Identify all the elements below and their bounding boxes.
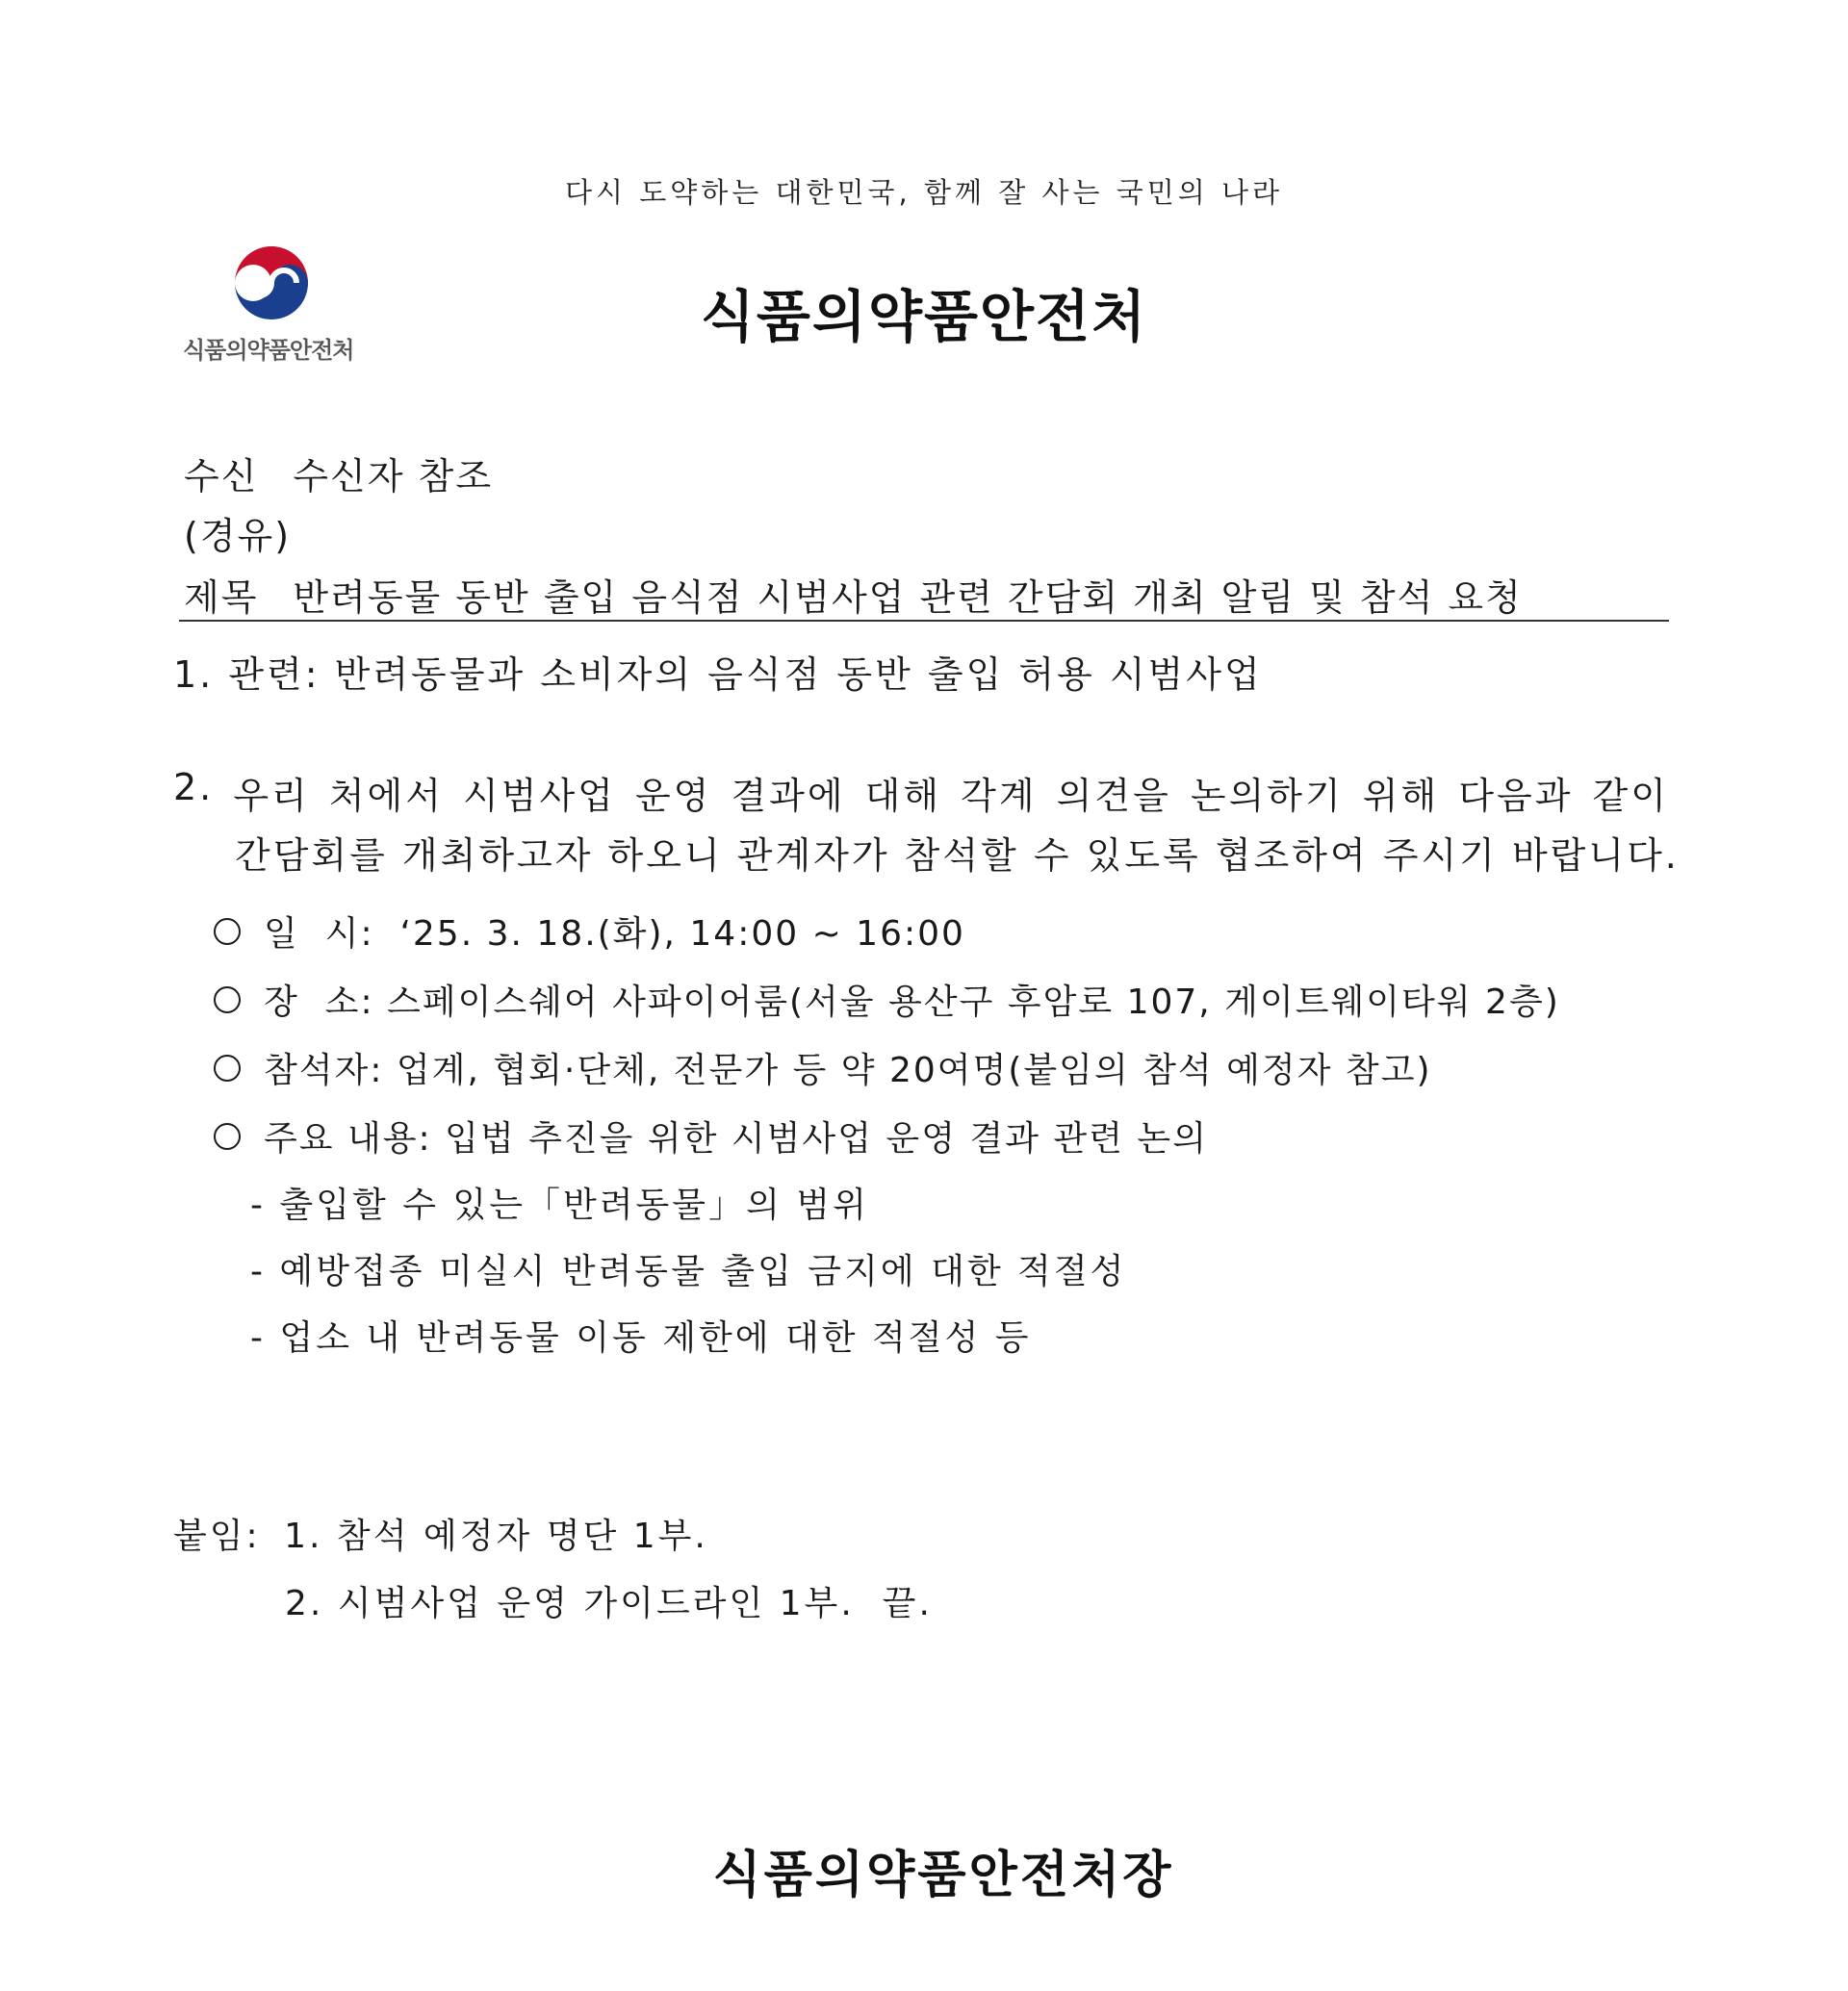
attachment-item: 2. 시범사업 운영 가이드라인 1부. 끝. [285,1584,933,1623]
para-2-word: 운영 [634,775,712,817]
bullet-location [214,975,1560,1024]
circle-bullet-icon [214,1123,241,1150]
para-2-word: 2. [173,766,215,808]
agenda-sub-item: - 업소 내 반려동물 이동 제한에 대한 적절성 등 [250,1318,1032,1358]
attachment-item: 1. 참석 예정자 명단 1부. [284,1517,708,1556]
para-2-line-1 [173,766,1669,819]
para-2-word: 시범사업 [463,775,616,817]
para-2-word: 처에서 [328,775,444,817]
circle-bullet-icon [214,1055,241,1082]
via-row: (경유) [184,515,292,557]
attachment-label: 붙임: [173,1517,261,1556]
agenda-sub-item: - 예방접종 미실시 반려동물 출입 금지에 대한 적절성 [250,1252,1127,1291]
para-2-word: 같이 [1592,775,1669,817]
signature-title: 식품의약품안전처장 [712,1847,1174,1904]
circle-bullet-icon [214,986,241,1013]
subject-value: 반려동물 동반 출입 음식점 시범사업 관련 간담회 개최 알림 및 참석 요청 [293,576,1523,619]
bullet-text: 주요 내용: 입법 추진을 위한 시범사업 운영 결과 관련 논의 [264,1119,1208,1159]
bullet-text: 일 시: ‘25. 3. 18.(화), 14:00 ~ 16:00 [264,914,965,954]
header-divider [179,620,1669,622]
recipient-value: 수신자 참조 [293,455,494,498]
slogan: 다시 도약하는 대한민국, 함께 잘 사는 국민의 나라 [564,176,1284,209]
circle-bullet-icon [214,918,241,945]
para-2-word: 대해 [864,775,942,817]
bullet-text: 장 소: 스페이스쉐어 사파이어룸(서울 용산구 후암로 107, 게이트웨이타워 2층) [264,983,1560,1022]
logo-wordmark: 식품의약품안전처 [183,337,354,364]
recipient-label: 수신 [184,455,259,498]
para-2-word: 위해 [1362,775,1440,817]
recipient-row [184,447,493,499]
para-2-word: 의견을 [1056,775,1171,817]
agenda-sub-item: - 출입할 수 있는「반려동물」의 범위 [250,1186,869,1225]
para-2-word: 결과에 [731,775,846,817]
para-2-line-2: 간담회를 개최하고자 하오니 관계자가 참석할 수 있도록 협조하여 주시기 바랍니다. [235,834,1680,877]
para-2-word: 우리 [233,775,310,817]
para-2-word: 다음과 [1458,775,1574,817]
bullet-attendees [214,1043,1432,1092]
para-1: 1. 관련: 반려동물과 소비자의 음식점 동반 출입 허용 시범사업 [173,653,1263,696]
bullet-text: 참석자: 업계, 협회·단체, 전문가 등 약 20여명(붙임의 참석 예정자 참고) [264,1051,1432,1090]
org-title: 식품의약품안전처 [700,284,1148,349]
attachment-row-1 [173,1509,708,1558]
bullet-agenda [214,1111,1208,1161]
para-2-word: 논의하기 [1190,775,1344,817]
bullet-datetime [214,906,965,956]
subject-label: 제목 [184,576,259,619]
subject-row [184,568,1523,621]
para-2-word: 각계 [961,775,1038,817]
